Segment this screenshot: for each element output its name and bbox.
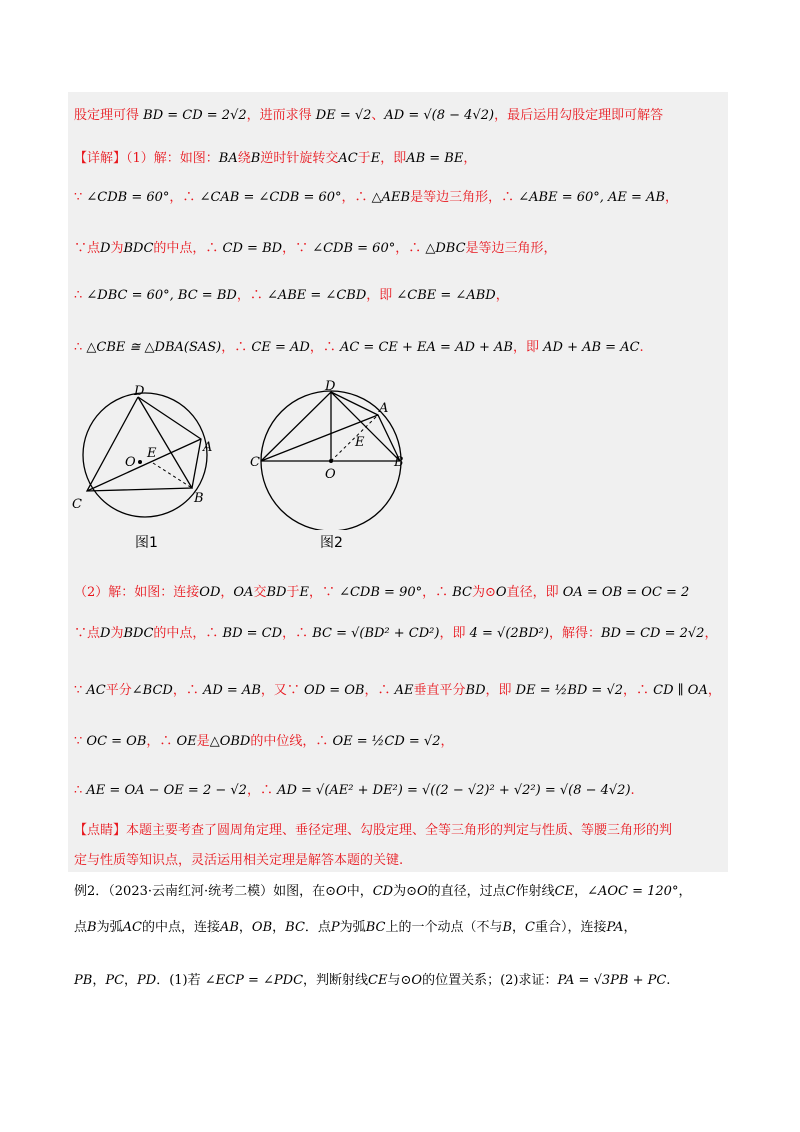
text-line (74, 682, 732, 700)
math-expression: AD + AB = AC (543, 340, 640, 355)
math-expression: BD (465, 683, 486, 698)
text-segment: 为⊙ (472, 585, 496, 600)
math-expression: BA (218, 151, 238, 166)
text-line (74, 822, 732, 840)
math-expression: △AEB (371, 190, 411, 205)
text-segment: 绕 (237, 151, 251, 166)
label-o-1: O (125, 455, 136, 470)
text-segment: ∴ (74, 783, 87, 798)
text-line (74, 852, 732, 870)
math-expression: ∠ECP = ∠PDC (204, 973, 304, 988)
text-segment: 定与性质等知识点，灵活运用相关定理是解答本题的关键. (74, 853, 404, 868)
math-expression: BDC (123, 626, 154, 641)
text-segment: ，进而求得 (246, 108, 316, 123)
math-expression: OE (176, 734, 197, 749)
text-segment: ，判断射线 (303, 973, 369, 988)
text-segment: 、 (371, 108, 385, 123)
math-expression: E (299, 585, 309, 600)
text-segment: ∴ (74, 340, 87, 355)
math-expression: △DBC (425, 241, 466, 256)
text-line (74, 782, 732, 800)
math-expression: △OBD (209, 734, 251, 749)
math-expression: OA = OB = OC = 2 (562, 585, 690, 600)
math-expression: △CBE ≅ △DBA(SAS) (86, 340, 222, 355)
math-expression: BD = CD = 2√2 (600, 626, 705, 641)
math-expression: CE = AD (251, 340, 310, 355)
math-expression: OD (199, 585, 221, 600)
math-expression: ∠AOC = 120° (587, 884, 679, 899)
math-expression: AE = OA − OE = 2 − √2 (86, 783, 247, 798)
math-expression: CD (372, 884, 394, 899)
math-expression: OE = ½CD = √2 (332, 734, 441, 749)
text-segment: ∵ (74, 734, 87, 749)
math-expression: AC (86, 683, 106, 698)
math-expression: O (416, 884, 428, 899)
text-segment: 为弧 (339, 920, 366, 935)
text-line (74, 733, 732, 751)
label-c-2: C (250, 455, 260, 470)
text-segment: 的中位线，∴ (250, 734, 333, 749)
math-expression: BC (452, 585, 472, 600)
text-segment: ， (272, 920, 286, 935)
text-segment: ，∴ (236, 288, 267, 303)
text-segment: ， (440, 734, 454, 749)
text-segment: . (639, 340, 644, 355)
text-segment: ，最后运用勾股定理即可解答 (494, 108, 664, 123)
text-segment: ，∴ (221, 340, 252, 355)
math-expression: BC (365, 920, 386, 935)
math-expression: ∠CBE = ∠ABD (396, 288, 496, 303)
math-expression: O (336, 884, 347, 899)
math-expression: D (100, 626, 111, 641)
figure-2 (248, 380, 418, 530)
text-segment: ， (512, 920, 526, 935)
text-segment: ，解得： (548, 626, 601, 641)
text-segment: ，∴ (169, 190, 200, 205)
math-expression: AE (394, 683, 414, 698)
text-segment: ， (92, 973, 106, 988)
text-segment: ，∴ (246, 783, 278, 798)
text-segment: 与⊙ (387, 973, 412, 988)
math-expression: AD = AB (202, 683, 261, 698)
text-segment: ， (574, 884, 588, 899)
text-segment: 为 (110, 626, 124, 641)
math-expression: ∠CDB = 60° (86, 190, 170, 205)
label-c-1: C (72, 497, 82, 512)
text-segment: ， (238, 920, 252, 935)
caption-fig1: 图1 (135, 535, 158, 551)
text-line (74, 625, 732, 643)
math-expression: B (502, 920, 513, 935)
text-segment: 点 (74, 920, 88, 935)
triangle-cdb (87, 397, 192, 491)
text-segment: 平分 (105, 683, 132, 698)
text-line (74, 107, 732, 125)
math-expression: BD (266, 585, 287, 600)
math-expression: AB (219, 920, 239, 935)
text-segment: ， (704, 626, 718, 641)
text-segment: 是 (196, 734, 210, 749)
text-segment: ，即 (366, 288, 397, 303)
label-b-1: B (194, 491, 204, 506)
math-expression: O (411, 973, 423, 988)
math-expression: ∠ABE = ∠CBD (266, 288, 367, 303)
math-expression: ∠CDB = 60° (312, 241, 396, 256)
text-segment: ，又∵ (260, 683, 305, 698)
math-expression: AB = BE (406, 151, 464, 166)
math-expression: CD = BD (222, 241, 283, 256)
text-segment: ，即 (380, 151, 407, 166)
label-e-2: E (355, 435, 365, 450)
math-expression: BD = CD (222, 626, 283, 641)
math-expression: B (87, 920, 97, 935)
text-segment: 的中点，∴ (153, 626, 223, 641)
text-segment: . (630, 783, 635, 798)
label-b-2: B (394, 455, 404, 470)
text-segment: 交 (253, 585, 267, 600)
math-expression: OA (233, 585, 254, 600)
label-a-2: A (379, 401, 389, 416)
text-segment: ， (124, 973, 138, 988)
text-segment: ， (495, 288, 509, 303)
math-expression: AC = CE + EA = AD + AB (339, 340, 513, 355)
math-expression: P (330, 920, 340, 935)
text-line (74, 189, 732, 207)
center-dot-2 (329, 459, 333, 463)
math-expression: E (370, 151, 381, 166)
text-segment: ，∴ (172, 683, 203, 698)
math-expression: CD ∥ OA (653, 683, 708, 698)
label-d-1: D (134, 385, 145, 399)
text-segment: ，∴ (364, 683, 395, 698)
text-segment: ，∴ (341, 190, 372, 205)
text-segment: ．点 (304, 920, 331, 935)
text-segment: 的中点，连接 (141, 920, 220, 935)
text-segment: ，即 (485, 683, 516, 698)
text-segment: ∵ (74, 683, 87, 698)
math-expression: ∠CAB = ∠CDB = 60° (199, 190, 342, 205)
math-expression: PA = √3PB + PC (557, 973, 667, 988)
text-line (74, 240, 732, 258)
label-o-2: O (325, 467, 336, 482)
text-segment: ∴ (74, 288, 87, 303)
math-expression: BDC (123, 241, 154, 256)
math-expression: O (495, 585, 507, 600)
circle-1 (83, 393, 207, 517)
math-expression: OB (251, 920, 273, 935)
text-segment: 垂直平分 (413, 683, 466, 698)
text-line (74, 339, 732, 357)
label-e-1: E (147, 446, 157, 461)
text-segment: ， (220, 585, 234, 600)
caption-fig2: 图2 (320, 535, 343, 551)
text-line (74, 919, 732, 937)
text-segment: 上的一个动点（不与 (385, 920, 503, 935)
text-segment: ， (678, 884, 692, 899)
text-segment: ，∴ (395, 241, 426, 256)
math-expression: CE (368, 973, 388, 988)
text-segment: 的中点，∴ (153, 241, 223, 256)
math-expression: ∠DBC = 60°, BC = BD (86, 288, 237, 303)
text-line (74, 584, 732, 602)
math-expression: DE = ½BD = √2 (515, 683, 624, 698)
math-expression: AD = √(AE² + DE²) = √((2 − √2)² + √2²) = √(8 − 4√2) (277, 783, 631, 798)
text-segment: ∵点 (74, 241, 101, 256)
segment-da-ab (138, 397, 201, 488)
text-line (74, 883, 732, 901)
math-expression: ∠CDB = 90° (339, 585, 423, 600)
text-segment: ，∵ (282, 241, 313, 256)
math-expression: AC (338, 151, 358, 166)
text-line (74, 150, 732, 168)
math-expression: BD = CD = 2√2 (143, 108, 247, 123)
text-segment: 【点睛】本题主要考查了圆周角定理、垂径定理、勾股定理、全等三角形的判定与性质、等腰三角形的判 (74, 823, 673, 838)
text-segment: 作射线 (515, 884, 555, 899)
text-segment: . (666, 973, 671, 988)
text-segment: 例2．（2023·云南红河·统考二模）如图，在⊙ (74, 884, 337, 899)
text-segment: 的位置关系；(2)求证： (422, 973, 558, 988)
text-segment: ．(1)若 (156, 973, 205, 988)
math-expression: CE (554, 884, 575, 899)
math-expression: D (100, 241, 111, 256)
label-d-2: D (325, 380, 336, 394)
text-segment: ，即 (512, 340, 544, 355)
math-expression: C (525, 920, 535, 935)
text-segment: ∵ (74, 190, 87, 205)
math-expression: BC (285, 920, 305, 935)
text-segment: ， (707, 683, 721, 698)
text-segment: 是等边三角形， (465, 241, 557, 256)
center-dot-1 (138, 460, 142, 464)
text-segment: ， (463, 151, 477, 166)
text-segment: 是等边三角形，∴ (410, 190, 519, 205)
text-segment: 逆时针旋转交 (260, 151, 339, 166)
text-segment: ， (623, 920, 637, 935)
text-segment: 为弧 (96, 920, 123, 935)
math-expression: PD (137, 973, 157, 988)
math-expression: PB (74, 973, 93, 988)
math-expression: PA (606, 920, 624, 935)
text-segment: 于 (286, 585, 300, 600)
text-segment: ，∴ (282, 626, 313, 641)
text-segment: ， (665, 190, 679, 205)
text-line (74, 287, 732, 305)
math-expression: ∠ABE = 60°, AE = AB (518, 190, 665, 205)
text-segment: 【详解】（1）解：如图： (74, 151, 219, 166)
text-segment: ，∴ (146, 734, 177, 749)
math-expression: AC (122, 920, 142, 935)
math-expression: OD = OB (304, 683, 365, 698)
math-expression: BC = √(BD² + CD²) (312, 626, 440, 641)
text-segment: 股定理可得 (74, 108, 144, 123)
text-segment: ，∴ (623, 683, 654, 698)
figure-1 (70, 385, 230, 525)
text-segment: 为⊙ (393, 884, 417, 899)
text-segment: ∵点 (74, 626, 101, 641)
math-expression: 4 = √(2BD²) (469, 626, 549, 641)
math-expression: ∠BCD (131, 683, 173, 698)
label-a-1: A (203, 440, 213, 455)
text-segment: ，∴ (309, 340, 340, 355)
text-line (74, 972, 732, 990)
text-segment: 中， (346, 884, 373, 899)
text-segment: ，即 (439, 626, 470, 641)
text-segment: ，∵ (308, 585, 340, 600)
math-expression: C (505, 884, 516, 899)
segment-be (153, 463, 192, 488)
text-segment: 为 (110, 241, 124, 256)
math-expression: B (250, 151, 261, 166)
math-expression: AD = √(8 − 4√2) (384, 108, 495, 123)
text-segment: 的直径，过点 (427, 884, 506, 899)
text-segment: （2）解：如图：连接 (74, 585, 200, 600)
text-segment: ，∴ (422, 585, 453, 600)
text-segment: 于 (357, 151, 371, 166)
math-expression: DE = √2 (315, 108, 372, 123)
text-segment: 直径，即 (506, 585, 563, 600)
math-expression: PC (105, 973, 125, 988)
math-expression: OC = OB (86, 734, 147, 749)
text-segment: 重合），连接 (534, 920, 607, 935)
